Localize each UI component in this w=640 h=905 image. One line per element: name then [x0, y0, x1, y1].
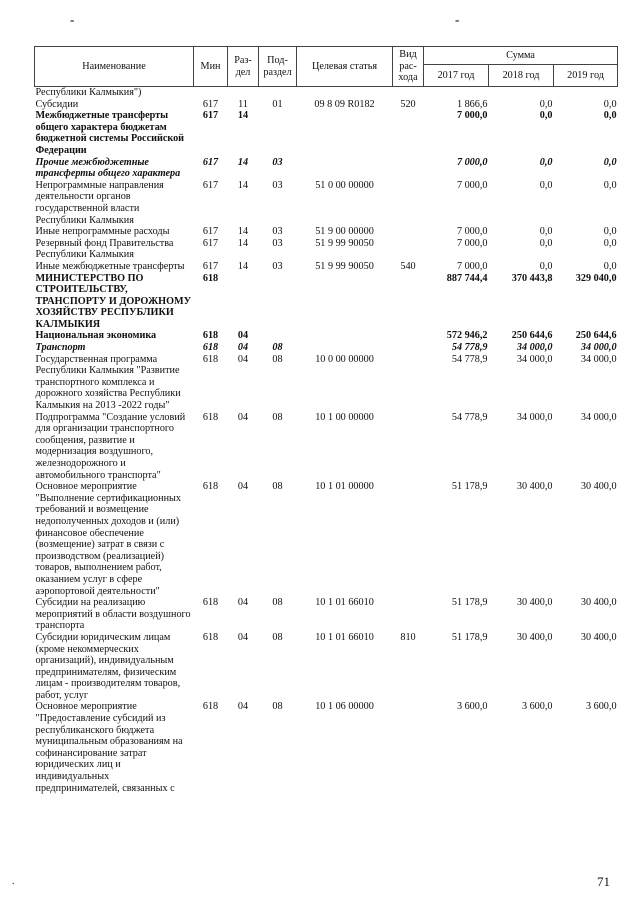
row-name: Иные межбюджетные трансферты [35, 260, 185, 272]
row-podrazdel: 08 [272, 597, 283, 609]
row-sum-2019: 0,0 [603, 237, 617, 249]
row-target [297, 87, 393, 99]
row-target [297, 157, 393, 180]
row-name: Транспорт [35, 342, 86, 354]
row-target: 51 9 99 90050 [315, 237, 374, 249]
row-name: Подпрограмма "Создание условий для организации транспортного сообщения, развитие и модернизация воздушного, железнодорожного и автомобильного транспорта" [35, 411, 186, 481]
row-min: 617 [202, 110, 219, 122]
row-sum-2019: 0,0 [603, 226, 617, 238]
row-sum-2018: 0,0 [539, 110, 553, 122]
row-sum-2017: 7 000,0 [456, 226, 488, 238]
row-min: 618 [202, 353, 219, 365]
row-razdel: 14 [237, 156, 249, 168]
row-name: Субсидии юридическим лицам (кроме некоммерческих организаций), индивидуальным предпринимателям, физическим лицам - производителям товаров, работ, услуг [35, 631, 181, 701]
row-sum-2018: 250 644,6 [511, 330, 553, 342]
row-razdel: 04 [237, 701, 249, 713]
row-sum-2017: 7 000,0 [456, 156, 488, 168]
row-podrazdel: 03 [272, 226, 283, 238]
row-sum-2017: 7 000,0 [456, 110, 488, 122]
row-podrazdel: 08 [272, 411, 283, 423]
row-razdel: 14 [237, 179, 249, 191]
row-name: Национальная экономика [35, 330, 157, 342]
row-sum-2017: 1 866,6 [456, 98, 488, 110]
table-row [35, 261, 618, 273]
table-row [35, 180, 618, 226]
row-target: 51 9 00 00000 [315, 226, 374, 238]
row-vid [393, 157, 424, 180]
row-name: Государственная программа Республики Калмыкия "Развитие транспортного комплекса и дорожного хозяйства Республики Калмыкия на 2013 -2022 годы" [35, 353, 181, 412]
row-min: 618 [202, 330, 219, 342]
row-podrazdel: 08 [272, 353, 283, 365]
row-target: 51 9 99 90050 [315, 260, 374, 272]
row-sum-2018: 0,0 [539, 226, 553, 238]
row-sum-2019: 0,0 [603, 156, 617, 168]
row-podrazdel: 03 [272, 179, 283, 191]
row-min: 617 [202, 226, 219, 238]
row-podrazdel: 08 [272, 342, 283, 354]
row-min: 618 [202, 342, 219, 354]
row-sum-2017: 7 000,0 [456, 260, 488, 272]
row-sum-2019: 0,0 [603, 179, 617, 191]
row-razdel: 04 [237, 353, 249, 365]
row-razdel [228, 273, 259, 331]
row-sum-2018: 30 400,0 [516, 631, 553, 643]
table-body [35, 87, 618, 795]
row-name: МИНИСТЕРСТВО ПО СТРОИТЕЛЬСТВУ, ТРАНСПОРТУ И ДОРОЖНОМУ ХОЗЯЙСТВУ РЕСПУБЛИКИ КАЛМЫКИЯ [35, 272, 192, 330]
row-vid: 520 [400, 98, 416, 110]
table-row [35, 87, 618, 99]
row-sum-2017 [424, 87, 489, 99]
row-sum-2019: 0,0 [603, 260, 617, 272]
row-vid [393, 701, 424, 794]
table-row [35, 238, 618, 261]
row-sum-2018: 0,0 [539, 179, 553, 191]
budget-table [34, 46, 618, 794]
row-podrazdel: 03 [272, 260, 283, 272]
row-sum-2017: 51 178,9 [451, 631, 488, 643]
row-razdel: 04 [237, 330, 249, 342]
row-podrazdel [259, 110, 297, 156]
row-target: 10 1 00 00000 [315, 411, 374, 423]
row-name: Резервный фонд Правительства Республики Калмыкия [35, 237, 174, 261]
row-sum-2019: 30 400,0 [580, 631, 617, 643]
header-name: Наименование [35, 47, 194, 87]
row-sum-2019: 34 000,0 [580, 411, 617, 423]
row-razdel: 04 [237, 411, 249, 423]
row-target [297, 110, 393, 156]
row-razdel: 04 [237, 481, 249, 493]
row-podrazdel [259, 330, 297, 342]
table-row [35, 110, 618, 156]
row-min: 618 [202, 631, 219, 643]
row-sum-2017: 54 778,9 [451, 411, 488, 423]
row-min: 617 [202, 98, 219, 110]
row-sum-2018 [489, 87, 554, 99]
row-vid [393, 354, 424, 412]
row-podrazdel: 03 [272, 156, 283, 168]
row-sum-2019: 0,0 [603, 110, 617, 122]
row-razdel: 14 [237, 260, 249, 272]
row-min: 617 [202, 179, 219, 191]
table-header [35, 47, 618, 87]
row-target [297, 273, 393, 331]
row-sum-2018: 3 600,0 [521, 701, 553, 713]
row-razdel: 14 [237, 237, 249, 249]
row-target: 10 1 06 00000 [315, 701, 374, 713]
table-row [35, 99, 618, 111]
row-sum-2018: 0,0 [539, 98, 553, 110]
row-podrazdel: 08 [272, 481, 283, 493]
row-name: Основное мероприятие "Предоставление субсидий из республиканского бюджета муниципальным образованиям на софинансирование затрат юридических лиц и индивидуальных предпринимателей, связанных с [35, 701, 183, 794]
row-razdel: 04 [237, 342, 249, 354]
row-podrazdel: 08 [272, 631, 283, 643]
row-sum-2017: 54 778,9 [451, 342, 488, 354]
row-min [194, 87, 228, 99]
row-sum-2019: 3 600,0 [585, 701, 617, 713]
row-name: Иные непрограммные расходы [35, 226, 170, 238]
row-sum-2019: 30 400,0 [580, 481, 617, 493]
top-mark-left: - [70, 12, 75, 27]
row-podrazdel [259, 87, 297, 99]
row-sum-2018: 0,0 [539, 156, 553, 168]
row-sum-2018: 0,0 [539, 260, 553, 272]
top-mark-right: - [455, 12, 460, 27]
row-razdel: 14 [237, 110, 249, 122]
row-sum-2019: 34 000,0 [580, 353, 617, 365]
row-sum-2018: 0,0 [539, 237, 553, 249]
row-razdel: 14 [237, 226, 249, 238]
row-podrazdel: 03 [272, 237, 283, 249]
row-name: Основное мероприятие "Выполнение сертификационных требований и возмещение недополученных доходов и (или) финансовое обеспечение (возмещение) затрат в связи с производством (реализацией) товаров, выполнением работ, оказанием услуг в сфере аэропортовой деятельности" [35, 481, 181, 597]
row-podrazdel: 08 [272, 701, 283, 713]
row-sum-2017: 3 600,0 [456, 701, 488, 713]
row-sum-2018: 30 400,0 [516, 481, 553, 493]
table-row [35, 597, 618, 632]
table-row [35, 330, 618, 342]
row-vid: 540 [400, 260, 416, 272]
row-vid [393, 273, 424, 331]
header-razdel: Раз-дел [228, 47, 259, 87]
row-sum-2019: 250 644,6 [575, 330, 617, 342]
row-vid [393, 180, 424, 226]
row-sum-2017: 51 178,9 [451, 597, 488, 609]
table-row [35, 354, 618, 412]
row-min: 618 [202, 272, 219, 284]
row-target: 10 1 01 00000 [315, 481, 374, 493]
row-vid [393, 597, 424, 632]
table-row [35, 226, 618, 238]
header-2017: 2017 год [424, 65, 489, 87]
row-sum-2019: 30 400,0 [580, 597, 617, 609]
page-number: 71 [597, 874, 610, 889]
row-podrazdel [259, 273, 297, 331]
row-razdel: 11 [238, 98, 248, 110]
row-sum-2019: 329 040,0 [575, 272, 617, 284]
header-podrazdel: Под-раздел [259, 47, 297, 87]
row-sum-2018: 30 400,0 [516, 597, 553, 609]
row-sum-2017: 7 000,0 [456, 237, 488, 249]
row-min: 617 [202, 237, 219, 249]
row-min: 618 [202, 597, 219, 609]
header-target: Целевая статья [297, 47, 393, 87]
table-row [35, 342, 618, 354]
row-sum-2019: 34 000,0 [580, 342, 617, 354]
row-sum-2017: 572 946,2 [446, 330, 488, 342]
table-row [35, 481, 618, 597]
row-name: Непрограммные направления деятельности органов государственной власти Республики Калмыкия [35, 179, 164, 226]
row-name: Межбюджетные трансферты общего характера бюджетам бюджетной системы Российской Федерации [35, 110, 185, 156]
row-vid [393, 412, 424, 482]
row-target [297, 330, 393, 342]
row-target: 51 0 00 00000 [315, 179, 374, 191]
row-vid [393, 481, 424, 597]
row-sum-2017: 54 778,9 [451, 353, 488, 365]
row-sum-2018: 34 000,0 [516, 342, 553, 354]
row-vid: 810 [400, 631, 416, 643]
row-target: 10 1 01 66010 [315, 597, 374, 609]
header-2019: 2019 год [554, 65, 618, 87]
table-row [35, 412, 618, 482]
row-min: 618 [202, 701, 219, 713]
corner-mark: . [12, 876, 15, 887]
row-vid [393, 110, 424, 156]
row-sum-2017: 887 744,4 [446, 272, 488, 284]
table-row [35, 632, 618, 702]
header-vid: Вид рас-хода [393, 47, 424, 87]
row-target: 10 1 01 66010 [315, 631, 374, 643]
row-razdel: 04 [237, 597, 249, 609]
table-row [35, 273, 618, 331]
row-target: 10 0 00 00000 [315, 353, 374, 365]
row-vid [393, 238, 424, 261]
row-min: 617 [202, 156, 219, 168]
row-vid [393, 330, 424, 342]
row-min: 618 [202, 411, 219, 423]
row-vid [393, 342, 424, 354]
row-sum-2019: 0,0 [603, 98, 617, 110]
row-razdel: 04 [237, 631, 249, 643]
row-sum-2018: 34 000,0 [516, 411, 553, 423]
row-sum-2017: 7 000,0 [456, 179, 488, 191]
row-min: 618 [202, 481, 219, 493]
row-sum-2018: 370 443,8 [511, 272, 553, 284]
row-target [297, 342, 393, 354]
header-sum: Сумма [424, 47, 618, 65]
row-name: Прочие межбюджетные трансферты общего характера [35, 156, 181, 180]
row-name: Республики Калмыкия") [35, 87, 142, 98]
header-min: Мин [194, 47, 228, 87]
row-name: Субсидии [35, 98, 79, 110]
row-target: 09 8 09 R0182 [314, 98, 375, 110]
row-razdel [228, 87, 259, 99]
row-sum-2019 [554, 87, 618, 99]
row-podrazdel: 01 [272, 98, 283, 110]
row-vid [393, 87, 424, 99]
header-2018: 2018 год [489, 65, 554, 87]
row-vid [393, 226, 424, 238]
row-min: 617 [202, 260, 219, 272]
row-sum-2018: 34 000,0 [516, 353, 553, 365]
table-row [35, 157, 618, 180]
row-sum-2017: 51 178,9 [451, 481, 488, 493]
table-row [35, 701, 618, 794]
row-name: Субсидии на реализацию мероприятий в области воздушного транспорта [35, 597, 191, 632]
